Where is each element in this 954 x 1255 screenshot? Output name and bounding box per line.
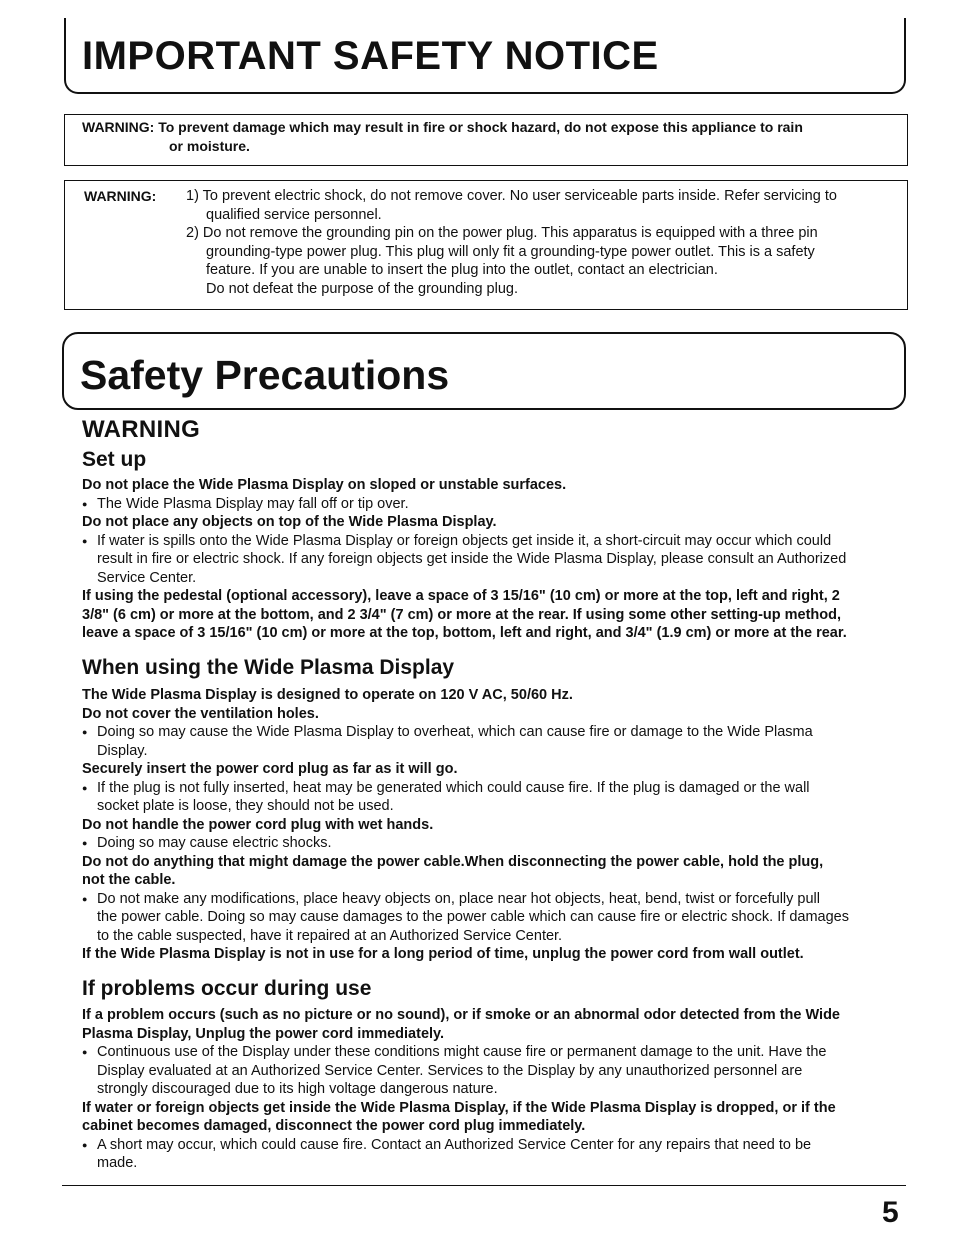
problems-rule-1: [82, 1006, 908, 1043]
use-bullet-5-line1: ● Do not make any modifications, place heavy objects on, place near hot objects, heat, bend, twist or forcefully pull: [97, 890, 820, 907]
use-heading: When using the Wide Plasma Display: [82, 656, 455, 679]
warning-item-2-line4: Do not defeat the purpose of the grounding plug.: [206, 280, 518, 297]
footer-rule: [62, 1185, 906, 1186]
use-rule-6: If the Wide Plasma Display is not in use for a long period of time, unplug the power cord from wall outlet.: [82, 946, 804, 962]
use-bullet-5-line3: to the cable suspected, have it repaired at an Authorized Service Center.: [97, 927, 563, 944]
setup-rule-3-line2: 3/8" (6 cm) or more at the bottom, and 2 3/4" (7 cm) or more at the rear. If using some other setting-up method,: [82, 606, 842, 623]
problems-bullet-2-line1: ● A short may occur, which could cause fire. Contact an Authorized Service Center for any repairs that need to be: [97, 1136, 812, 1153]
problems-bullet-2-line2: made.: [97, 1155, 138, 1171]
use-bullet-4: ● Doing so may cause electric shocks.: [82, 834, 908, 853]
problems-bullet-1-line2: Display evaluated at an Authorized Service Center. Services to the Display by any unauthorized personnel are: [97, 1062, 803, 1079]
warning-electric-label: WARNING:: [84, 188, 157, 204]
setup-bullet-2-line3: Service Center.: [97, 569, 197, 586]
setup-rule-3: [82, 587, 908, 643]
use-rule-2: Do not cover the ventilation holes.: [82, 705, 319, 722]
problems-heading: If problems occur during use: [82, 977, 372, 1000]
use-bullet-5-line2: the power cable. Doing so may cause damages to the power cable which can cause fire or electric shock. If damages: [97, 909, 849, 925]
use-bullet-2-line1: ● Doing so may cause the Wide Plasma Display to overheat, which can cause fire or damage to the Wide Plasma: [97, 724, 813, 740]
use-rule-5-line2: not the cable.: [82, 872, 176, 888]
problems-bullet-1: [82, 1043, 908, 1099]
setup-rule-2: Do not place any objects on top of the Wide Plasma Display.: [82, 514, 497, 530]
use-bullet-3-line1: ● If the plug is not fully inserted, heat may be generated which could cause fire. If the plug is damaged or the wall: [97, 779, 810, 796]
precautions-title: Safety Precautions: [80, 352, 450, 398]
notice-title: IMPORTANT SAFETY NOTICE: [82, 34, 659, 78]
problems-bullet-2: [82, 1136, 908, 1173]
setup-heading: Set up: [82, 448, 147, 471]
use-bullet-3: [82, 779, 908, 816]
warning-item-2-line2: grounding-type power plug. This plug will only fit a grounding-type power outlet. This is a safety: [206, 243, 815, 260]
problems-rule-2: [82, 1099, 908, 1136]
problems-rule-1-line1: If a problem occurs (such as no picture or no sound), or if smoke or an abnormal odor detected from the Wide: [82, 1007, 841, 1023]
warning-item-1-line2: qualified service personnel.: [206, 206, 382, 223]
use-bullet-5: [82, 890, 908, 946]
setup-rule-3-line3: leave a space of 3 15/16" (10 cm) or more at the top, bottom, left and right, and 3/4" (1.9 cm) or more at the rear.: [82, 625, 847, 641]
use-rule-1: The Wide Plasma Display is designed to operate on 120 V AC, 50/60 Hz.: [82, 687, 573, 703]
problems-rule-2-line2: cabinet becomes damaged, disconnect the power cord plug immediately.: [82, 1118, 586, 1134]
use-bullet-2: [82, 723, 908, 760]
use-rule-3: Securely insert the power cord plug as far as it will go.: [82, 761, 458, 777]
setup-bullet-2: [82, 532, 908, 588]
setup-bullet-2-line1: ● If water is spills onto the Wide Plasma Display or foreign objects get inside it, a short-circuit may occur which could: [97, 532, 832, 549]
problems-rule-2-line1: If water or foreign objects get inside the Wide Plasma Display, if the Wide Plasma Display is dropped, or if the: [82, 1099, 836, 1116]
warning-moisture-line1: WARNING: To prevent damage which may result in fire or shock hazard, do not expose this appliance to rain: [82, 119, 803, 135]
warning-electric-body: [186, 187, 898, 298]
use-bullet-2-line2: Display.: [97, 742, 148, 759]
warning-moisture-line2: or moisture.: [169, 138, 250, 154]
use-rule-5: [82, 853, 908, 890]
warning-heading: WARNING: [82, 416, 201, 443]
problems-bullet-1-line1: ● Continuous use of the Display under these conditions might cause fire or permanent damage to the unit. Have the: [97, 1044, 827, 1060]
use-bullet-3-line2: socket plate is loose, they should not be used.: [97, 798, 394, 814]
warning-moisture-text: [82, 118, 898, 156]
setup-section: [82, 476, 908, 643]
problems-bullet-1-line3: strongly discouraged due to its high voltage dangerous nature.: [97, 1081, 498, 1097]
setup-bullet-1: ● The Wide Plasma Display may fall off or tip over.: [82, 495, 908, 514]
use-rule-5-line1: Do not do anything that might damage the power cable.When disconnecting the power cable, hold the plug,: [82, 853, 824, 870]
use-section: [82, 686, 908, 964]
setup-rule-1: Do not place the Wide Plasma Display on sloped or unstable surfaces.: [82, 477, 567, 493]
warning-item-2-line3: feature. If you are unable to insert the plug into the outlet, contact an electrician.: [206, 262, 718, 278]
setup-bullet-2-line2: result in fire or electric shock. If any foreign objects get inside the Wide Plasma Display, please consult an Authorized: [97, 551, 847, 567]
problems-rule-1-line2: Plasma Display, Unplug the power cord immediately.: [82, 1025, 445, 1042]
use-rule-4: Do not handle the power cord plug with wet hands.: [82, 816, 434, 833]
page-number: 5: [882, 1196, 899, 1229]
problems-section: [82, 1006, 908, 1173]
warning-item-1-line1: 1) To prevent electric shock, do not remove cover. No user serviceable parts inside. Refer servicing to: [186, 188, 837, 204]
warning-item-2-line1: 2) Do not remove the grounding pin on the power plug. This apparatus is equipped with a three pin: [186, 225, 818, 241]
setup-rule-3-line1: If using the pedestal (optional accessory), leave a space of 3 15/16" (10 cm) or more at the top, left and right, 2: [82, 588, 840, 604]
